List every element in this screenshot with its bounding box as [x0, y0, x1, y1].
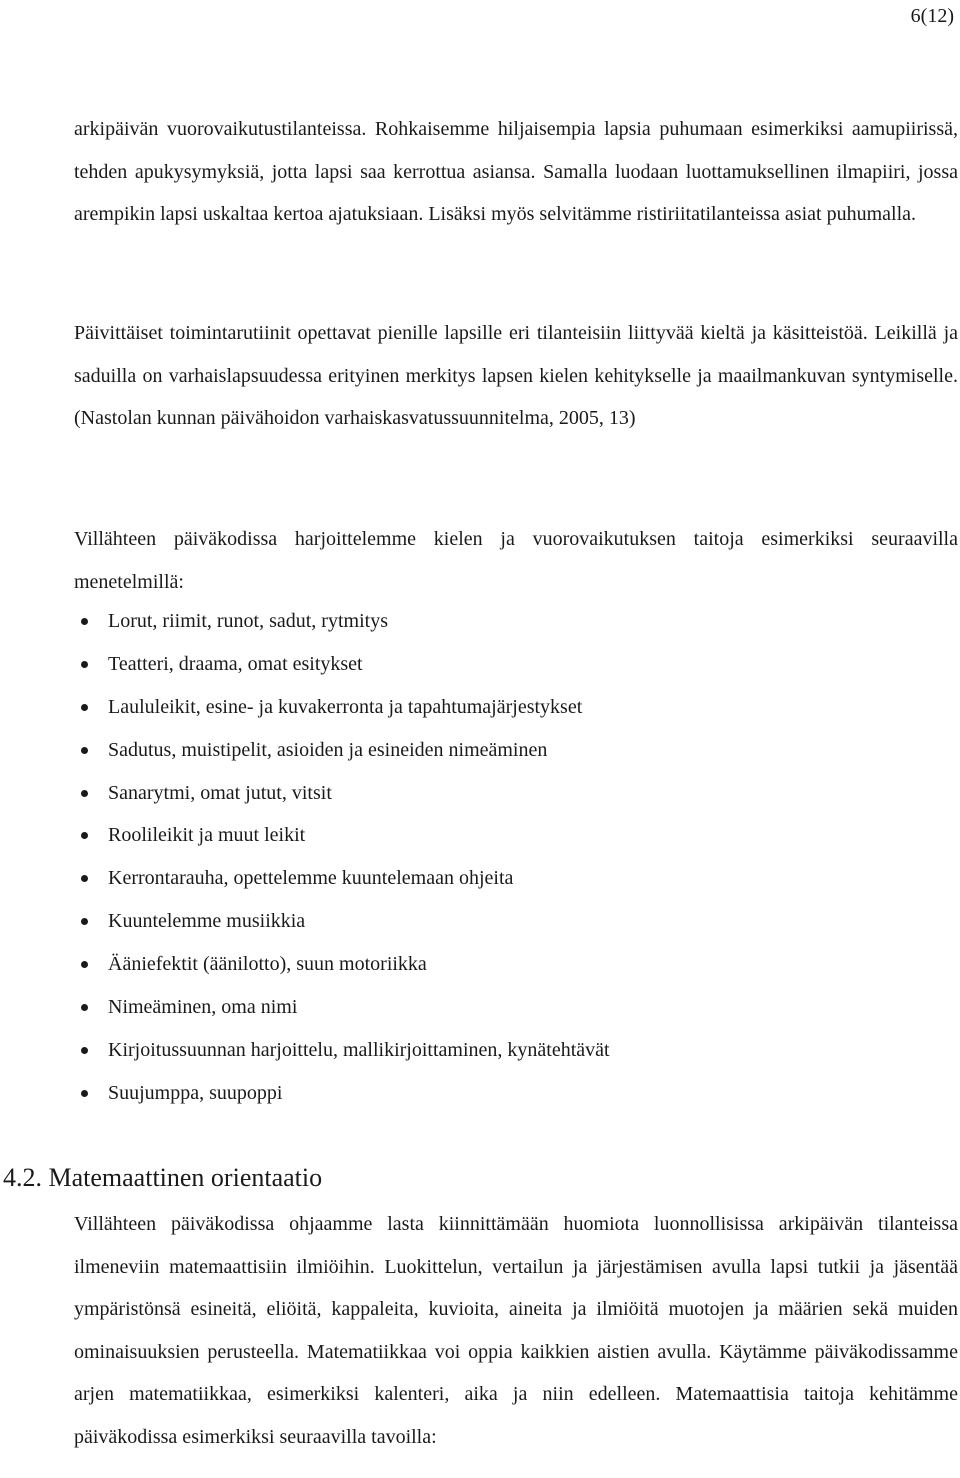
bullet-icon [81, 704, 88, 711]
list-item [74, 643, 958, 686]
paragraph-daily-routines: Päivittäiset toimintarutiinit opettavat pienille lapsille eri tilanteisiin liittyvää kieltä ja käsitteistöä. Leikillä ja saduilla on varhaislapsuudessa erityinen merkitys lapsen kielen kehitykselle ja maailmankuvan syntymiselle. (Nastolan kunnan päivähoidon varhaiskasvatussuunnitelma, 2005, 13) [74, 322, 958, 429]
bullet-icon [81, 618, 88, 625]
list-item [74, 1072, 958, 1115]
paragraph-math-orientation: Villähteen päiväkodissa ohjaamme lasta kiinnittämään huomiota luonnollisissa arkipäivän tilanteissa ilmeneviin matemaattisiin ilmiöihin. Luokittelun, vertailun ja järjestämisen avulla lapsi tutkii ja jäsentää ympäristönsä esineitä, eliöitä, kappaleita, kuvioita, aineita ja ilmiöitä muotojen ja määrien sekä muiden ominaisuuksien perusteella. Matematiikkaa voi oppia kaikkien aistien avulla. Käytämme päiväkodissamme arjen matematiikkaa, esimerkiksi kalenteri, aika ja niin edelleen. Matemaattisia taitoja kehitämme päiväkodissa esimerkiksi seuraavilla tavoilla: [74, 1213, 958, 1448]
bullet-icon [81, 747, 88, 754]
list-item [74, 686, 958, 729]
bullet-icon [81, 790, 88, 797]
page-number: 6(12) [910, 5, 954, 27]
list-item-text: Lorut, riimit, runot, sadut, rytmitys [108, 610, 388, 632]
list-item [74, 1029, 958, 1072]
list-item [74, 772, 958, 815]
bullet-icon [81, 918, 88, 925]
list-item-text: Laululeikit, esine- ja kuvakerronta ja tapahtumajärjestykset [108, 695, 583, 718]
bullet-icon [81, 875, 88, 882]
list-item-text: Nimeäminen, oma nimi [108, 996, 298, 1019]
bullet-icon [81, 961, 88, 968]
bullet-icon [81, 832, 88, 839]
language-methods-list [74, 600, 958, 1115]
section-heading: 4.2. Matemaattinen orientaatio [3, 1163, 323, 1192]
paragraph-interaction-encouragement: arkipäivän vuorovaikutustilanteissa. Rohkaisemme hiljaisempia lapsia puhumaan esimerkiksi aamupiirissä, tehden apukysymyksiä, jotta lapsi saa kerrottua asiansa. Samalla luodaan luottamuksellinen ilmapiiri, jossa arempikin lapsi uskaltaa kertoa ajatuksiaan. Lisäksi myös selvitämme ristiriitatilanteissa asiat puhumalla. [74, 118, 958, 225]
list-item-text: Sadutus, muistipelit, asioiden ja esineiden nimeäminen [108, 738, 548, 761]
list-item [74, 986, 958, 1029]
list-item [74, 600, 958, 643]
list-item-text: Suujumppa, suupoppi [108, 1081, 283, 1104]
list-item-text: Kuuntelemme musiikkia [108, 910, 306, 933]
list-item-text: Kerrontarauha, opettelemme kuuntelemaan ohjeita [108, 867, 514, 890]
list-item [74, 857, 958, 900]
list-item [74, 729, 958, 772]
list-item [74, 900, 958, 943]
list-item-text: Kirjoitussuunnan harjoittelu, mallikirjoittaminen, kynätehtävät [108, 1038, 610, 1061]
bullet-icon [81, 1004, 88, 1011]
list-item [74, 943, 958, 986]
list-item-text: Ääniefektit (äänilotto), suun motoriikka [108, 953, 427, 976]
paragraph-language-methods-intro: Villähteen päiväkodissa harjoittelemme kielen ja vuorovaikutuksen taitoja esimerkiksi seuraavilla menetelmillä: [74, 528, 958, 593]
bullet-icon [81, 1047, 88, 1054]
bullet-icon [81, 661, 88, 668]
bullet-icon [81, 1090, 88, 1097]
list-item-text: Teatteri, draama, omat esitykset [108, 652, 363, 675]
list-item-text: Sanarytmi, omat jutut, vitsit [108, 781, 332, 804]
list-item [74, 814, 958, 857]
list-item-text: Roolileikit ja muut leikit [108, 824, 306, 847]
